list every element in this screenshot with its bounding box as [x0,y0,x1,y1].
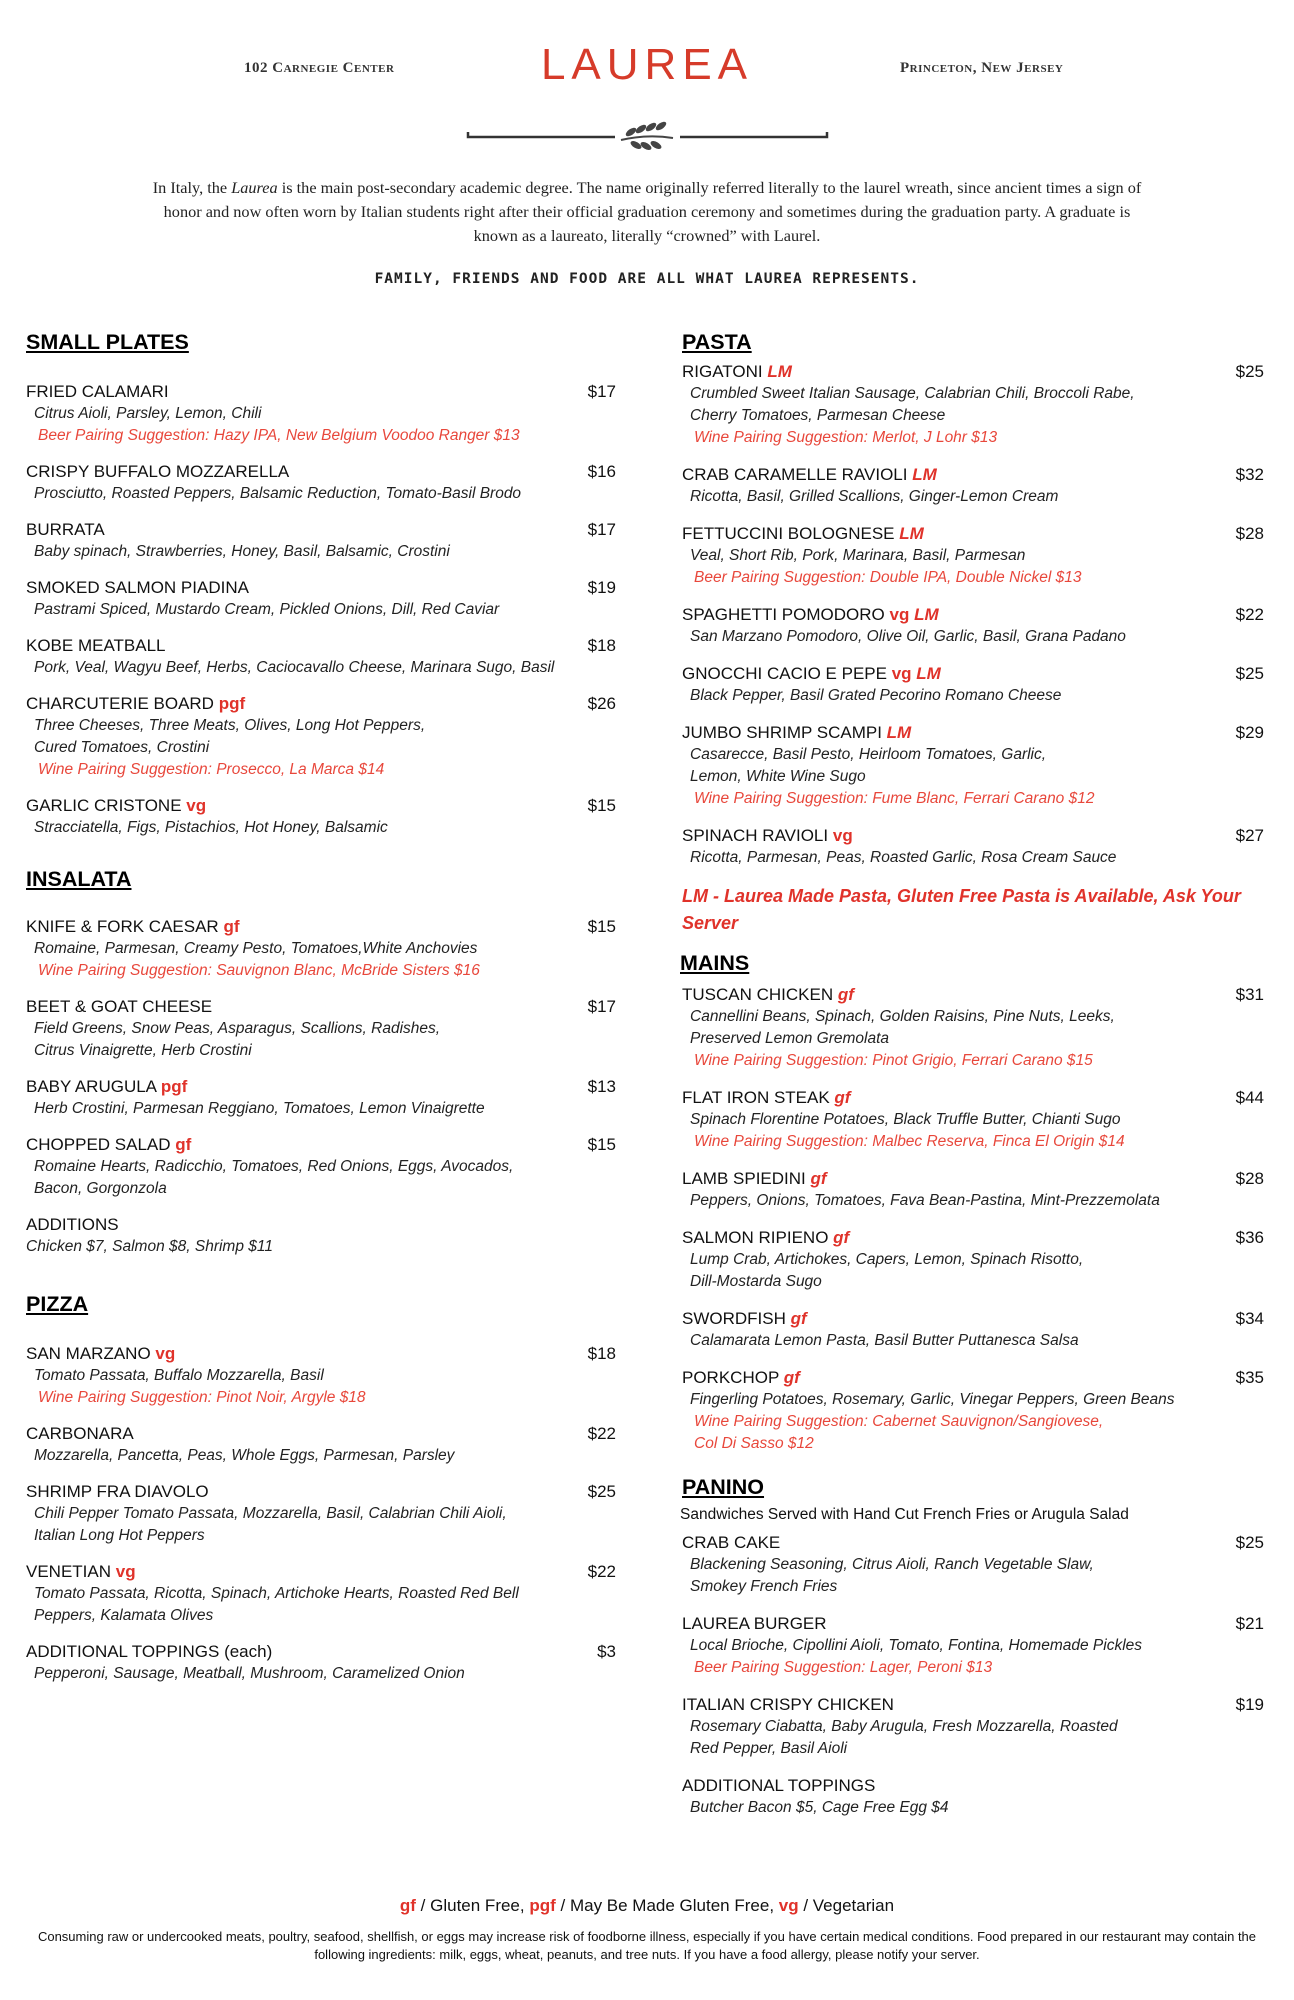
item-description: Peppers, Onions, Tomatoes, Fava Bean-Pastina, Mint-Prezzemolata [690,1192,1160,1209]
item-description: Citrus Vinaigrette, Herb Crostini [34,1042,252,1059]
lm-tag: gf [834,1088,851,1107]
dietary-tag: vg [889,605,910,624]
menu-item [682,663,1264,707]
item-description: Casarecce, Basil Pesto, Heirloom Tomatoes, Garlic, [690,746,1047,763]
item-price: $17 [587,997,616,1016]
legend-gf: gf [399,1896,416,1915]
item-name [682,1367,1264,1389]
item-description: Smokey French Fries [690,1578,838,1595]
item-price: $15 [587,917,616,936]
menu-item [26,577,616,621]
pairing-suggestion: Wine Pairing Suggestion: Pinot Noir, Argyle $18 [38,1389,366,1406]
item-name [26,381,616,403]
item-name [26,996,616,1018]
item-description: Italian Long Hot Peppers [34,1527,205,1544]
item-name-text: SHRIMP FRA DIAVOLO [26,1482,209,1501]
item-description: Lemon, White Wine Sugo [690,768,866,785]
item-description: Calamarata Lemon Pasta, Basil Butter Puttanesca Salsa [690,1332,1079,1349]
legend-pgf: pgf [529,1896,556,1915]
item-name [682,1308,1264,1330]
dietary-tag: pgf [218,694,246,713]
pasta-note: LM - Laurea Made Pasta, Gluten Free Pasta is Available, Ask Your Server [682,886,1241,933]
item-name [682,1087,1264,1109]
item-name [682,1532,1264,1554]
menu-item [26,381,616,447]
item-description: Fingerling Potatoes, Rosemary, Garlic, Vinegar Peppers, Green Beans [690,1391,1175,1408]
small-plates-list [26,381,616,839]
pairing-suggestion: Beer Pairing Suggestion: Hazy IPA, New Belgium Voodoo Ranger $13 [38,427,520,444]
item-name [26,519,616,541]
menu-item [682,1308,1264,1352]
menu-item [682,1367,1264,1455]
item-name-text: SAN MARZANO [26,1344,151,1363]
item-price: $15 [587,1135,616,1154]
menu-item [26,635,616,679]
item-name [682,523,1264,545]
item-name [26,461,616,483]
item-price: $25 [1235,362,1264,381]
item-price: $19 [587,578,616,597]
item-description: Field Greens, Snow Peas, Asparagus, Scallions, Radishes, [34,1020,441,1037]
pasta-list [682,361,1264,869]
item-description: Pepperoni, Sausage, Meatball, Mushroom, Caramelized Onion [34,1665,465,1682]
lm-tag: gf [837,985,854,1004]
section-title-panino: PANINO [682,1475,765,1499]
item-price: $32 [1235,465,1264,484]
item-description: Rosemary Ciabatta, Baby Arugula, Fresh Mozzarella, Roasted [690,1718,1118,1735]
item-name [682,1168,1264,1190]
section-title-mains: MAINS [680,951,750,975]
menu-item [682,1532,1264,1598]
item-name-text: CHOPPED SALAD [26,1135,171,1154]
additions [26,1214,616,1258]
legend-vg: vg [778,1896,799,1915]
item-name [26,1423,616,1445]
pairing-suggestion: Wine Pairing Suggestion: Malbec Reserva, Finca El Origin $14 [694,1133,1125,1150]
item-price: $18 [587,1344,616,1363]
item-name [682,1694,1264,1716]
brand-logo: LAUREA [540,40,754,89]
item-name-text: KNIFE & FORK CAESAR [26,917,219,936]
item-name-text: ADDITIONAL TOPPINGS [682,1776,876,1795]
menu-item [26,1641,616,1685]
item-name [682,361,1264,383]
item-description: Stracciatella, Figs, Pistachios, Hot Honey, Balsamic [34,819,388,836]
item-name-text: JUMBO SHRIMP SCAMPI [682,723,882,742]
item-description: Crumbled Sweet Italian Sausage, Calabrian Chili, Broccoli Rabe, [690,385,1135,402]
item-name-text: LAUREA BURGER [682,1614,827,1633]
item-name-text: SPINACH RAVIOLI [682,826,829,845]
dietary-tag: vg [115,1562,136,1581]
item-price: $19 [1235,1695,1264,1714]
item-name [26,693,616,715]
item-name [682,1227,1264,1249]
menu-item [682,1087,1264,1153]
item-name [26,1641,616,1663]
pairing-suggestion: Beer Pairing Suggestion: Double IPA, Double Nickel $13 [694,569,1082,586]
item-price: $25 [1235,1533,1264,1552]
item-name-text: GARLIC CRISTONE [26,796,182,815]
dietary-tag: gf [223,917,240,936]
lm-tag: LM [886,723,912,742]
item-name [26,1134,616,1156]
item-description: Local Brioche, Cipollini Aioli, Tomato, Fontina, Homemade Pickles [690,1637,1143,1654]
dietary-tag: vg [832,826,853,845]
menu-item [26,996,616,1062]
item-name [26,1076,616,1098]
item-name-text: FLAT IRON STEAK [682,1088,830,1107]
item-description: Ricotta, Parmesan, Peas, Roasted Garlic, Rosa Cream Sauce [690,849,1117,866]
item-description: Mozzarella, Pancetta, Peas, Whole Eggs, Parmesan, Parsley [34,1447,455,1464]
item-description: Spinach Florentine Potatoes, Black Truffle Butter, Chianti Sugo [690,1111,1121,1128]
item-price: $31 [1235,985,1264,1004]
item-price: $16 [587,462,616,481]
item-price: $17 [587,520,616,539]
item-price: $21 [1235,1614,1264,1633]
item-description: Cured Tomatoes, Crostini [34,739,210,756]
laurel-divider-icon [465,118,830,158]
food-safety-disclaimer: Consuming raw or undercooked meats, poultry, seafood, shellfish, or eggs may increase risk of foodborne illness, especially if you have certain medical conditions. Food prepared in our restaurant may contain the following ingredients: milk, eggs, wheat, peanuts, and tree nuts. If you have a food allergy, please notify your server. [37,1929,1257,1962]
item-name-text: KOBE MEATBALL [26,636,166,655]
pairing-suggestion: Wine Pairing Suggestion: Prosecco, La Marca $14 [38,761,385,778]
item-description: Prosciutto, Roasted Peppers, Balsamic Reduction, Tomato-Basil Brodo [34,485,522,502]
lm-tag: LM [914,605,939,624]
item-price: $25 [1235,664,1264,683]
item-price: $22 [587,1562,616,1581]
pairing-suggestion: Beer Pairing Suggestion: Lager, Peroni $13 [694,1659,993,1676]
menu-item [26,1134,616,1200]
dietary-tag: gf [175,1135,192,1154]
menu-item [26,693,616,781]
item-price: $13 [587,1077,616,1096]
pizza-list [26,1343,616,1685]
item-price: $35 [1235,1368,1264,1387]
item-name [26,635,616,657]
item-description: Romaine Hearts, Radicchio, Tomatoes, Red Onions, Eggs, Avocados, [34,1158,514,1175]
item-description: Pastrami Spiced, Mustardo Cream, Pickled Onions, Dill, Red Caviar [34,601,500,618]
menu-item [682,604,1264,648]
item-name [682,722,1264,744]
item-name-text: SWORDFISH [682,1309,786,1328]
menu-item [682,1168,1264,1212]
item-description: Cherry Tomatoes, Parmesan Cheese [690,407,946,424]
menu-item [682,523,1264,589]
item-name [26,1343,616,1365]
pairing-suggestion: Wine Pairing Suggestion: Cabernet Sauvignon/Sangiovese, [694,1413,1104,1430]
item-name-text: CRAB CAKE [682,1533,781,1552]
insalata-list [26,916,616,1200]
item-name-text: VENETIAN [26,1562,112,1581]
item-price: $22 [1235,605,1264,624]
pairing-suggestion: Wine Pairing Suggestion: Merlot, J Lohr $13 [694,429,998,446]
menu-column-right [682,330,1264,1819]
item-name-text: SPAGHETTI POMODORO [682,605,885,624]
item-description: Dill-Mostarda Sugo [690,1273,822,1290]
mains-list [682,984,1264,1455]
item-description: Lump Crab, Artichokes, Capers, Lemon, Spinach Risotto, [690,1251,1084,1268]
item-name-text: TUSCAN CHICKEN [682,985,834,1004]
item-name-text: CHARCUTERIE BOARD [26,694,214,713]
item-name [26,916,616,938]
lm-tag: LM [767,362,792,381]
address: 102 Carnegie Center [244,60,395,76]
dietary-tag: vg [891,664,912,683]
item-name [682,464,1264,486]
menu-item [26,1561,616,1627]
panino-subtitle: Sandwiches Served with Hand Cut French Fries or Arugula Salad [680,1506,1129,1523]
item-name [682,1613,1264,1635]
item-name [682,663,1264,685]
menu-column-left [26,330,616,1685]
menu-item [682,1775,1264,1819]
item-description: Citrus Aioli, Parsley, Lemon, Chili [34,405,262,422]
pairing-suggestion: Col Di Sasso $12 [694,1435,814,1452]
item-description: Pork, Veal, Wagyu Beef, Herbs, Caciocavallo Cheese, Marinara Sugo, Basil [34,659,555,676]
intro-paragraph: In Italy, the Laurea is the main post-secondary academic degree. The name originally referred literally to the laurel wreath, since ancient times a sign of honor and now often worn by Italian students right after their official graduation ceremony and sometimes during the graduation party. A graduate is known as a laureato, literally “crowned” with Laurel. [152,178,1142,245]
pairing-suggestion: Wine Pairing Suggestion: Pinot Grigio, Ferrari Carano $15 [694,1052,1093,1069]
item-price: $25 [587,1482,616,1501]
item-name [26,795,616,817]
item-name-text: GNOCCHI CACIO E PEPE [682,664,887,683]
item-description: Ricotta, Basil, Grilled Scallions, Ginger-Lemon Cream [690,488,1059,505]
menu-item [682,361,1264,449]
item-price: $3 [597,1642,616,1661]
item-name [682,1775,1264,1797]
menu-item [682,984,1264,1072]
pairing-suggestion: Wine Pairing Suggestion: Sauvignon Blanc, McBride Sisters $16 [38,962,480,979]
item-name-text: CARBONARA [26,1424,134,1443]
item-description: Romaine, Parmesan, Creamy Pesto, Tomatoes,White Anchovies [34,940,478,957]
lm-tag: LM [912,465,937,484]
menu-item [26,519,616,563]
menu-item [26,1481,616,1547]
item-description: Preserved Lemon Gremolata [690,1030,890,1047]
additions-text: Chicken $7, Salmon $8, Shrimp $11 [26,1238,273,1255]
item-name-text: PORKCHOP [682,1368,779,1387]
lm-tag: gf [790,1309,807,1328]
item-name-text: BEET & GOAT CHEESE [26,997,213,1016]
location: Princeton, New Jersey [900,60,1064,76]
item-description: Baby spinach, Strawberries, Honey, Basil, Balsamic, Crostini [34,543,450,560]
item-description: Tomato Passata, Ricotta, Spinach, Artichoke Hearts, Roasted Red Bell [34,1585,519,1602]
item-description: Butcher Bacon $5, Cage Free Egg $4 [690,1799,949,1816]
item-name-text: BABY ARUGULA [26,1077,157,1096]
item-price: $22 [587,1424,616,1443]
dietary-tag: vg [155,1344,176,1363]
menu-item [26,1343,616,1409]
lm-tag: LM [899,524,924,543]
menu-item [682,1227,1264,1293]
item-name [26,1561,616,1583]
item-price: $15 [587,796,616,815]
item-name [682,984,1264,1006]
item-name-text: RIGATONI [682,362,763,381]
item-name [26,1481,616,1503]
menu-item [682,464,1264,508]
menu-item [26,795,616,839]
item-description: Blackening Seasoning, Citrus Aioli, Ranch Vegetable Slaw, [690,1556,1094,1573]
item-price: $17 [587,382,616,401]
dietary-tag: pgf [160,1077,188,1096]
item-name-text: ADDITIONAL TOPPINGS (each) [26,1642,273,1661]
section-title-small-plates: SMALL PLATES [26,330,189,354]
menu-item [26,1423,616,1467]
item-name-text: BURRATA [26,520,105,539]
item-name-text: LAMB SPIEDINI [682,1169,806,1188]
item-description: Tomato Passata, Buffalo Mozzarella, Basil [34,1367,324,1384]
menu-item [26,1076,616,1120]
item-description: Bacon, Gorgonzola [34,1180,167,1197]
menu-item [682,1694,1264,1760]
item-description: Veal, Short Rib, Pork, Marinara, Basil, Parmesan [690,547,1026,564]
item-name-text: SMOKED SALMON PIADINA [26,578,249,597]
item-name [682,604,1264,626]
panino-list [682,1532,1264,1819]
menu-item [26,916,616,982]
item-price: $27 [1235,826,1264,845]
menu-header [0,0,1294,300]
item-price: $28 [1235,1169,1264,1188]
item-description: Red Pepper, Basil Aioli [690,1740,848,1757]
item-name-text: ITALIAN CRISPY CHICKEN [682,1695,894,1714]
menu-item [682,722,1264,810]
dietary-tag: vg [186,796,207,815]
menu-item [26,461,616,505]
item-price: $26 [587,694,616,713]
item-name [26,577,616,599]
item-price: $28 [1235,524,1264,543]
item-name-text: CRAB CARAMELLE RAVIOLI [682,465,908,484]
item-name-text: CRISPY BUFFALO MOZZARELLA [26,462,290,481]
item-description: Three Cheeses, Three Meats, Olives, Long Hot Peppers, [34,717,426,734]
lm-tag: LM [916,664,941,683]
menu-item [682,1613,1264,1679]
section-title-insalata: INSALATA [26,867,132,891]
item-name [682,825,1264,847]
item-description: Peppers, Kalamata Olives [34,1607,214,1624]
lm-tag: gf [810,1169,827,1188]
item-description: Cannellini Beans, Spinach, Golden Raisins, Pine Nuts, Leeks, [690,1008,1115,1025]
item-name-text: FRIED CALAMARI [26,382,169,401]
item-price: $34 [1235,1309,1264,1328]
item-price: $29 [1235,723,1264,742]
section-title-pizza: PIZZA [26,1292,89,1316]
item-price: $36 [1235,1228,1264,1247]
item-description: Black Pepper, Basil Grated Pecorino Romano Cheese [690,687,1062,704]
item-description: Chili Pepper Tomato Passata, Mozzarella, Basil, Calabrian Chili Aioli, [34,1505,507,1522]
section-title-pasta: PASTA [682,330,752,354]
item-description: Herb Crostini, Parmesan Reggiano, Tomatoes, Lemon Vinaigrette [34,1100,485,1117]
dietary-legend: gf / Gluten Free, pgf / May Be Made Gluten Free, vg / Vegetarian [399,1896,895,1915]
item-price: $18 [587,636,616,655]
pairing-suggestion: Wine Pairing Suggestion: Fume Blanc, Ferrari Carano $12 [694,790,1095,807]
menu-item [682,825,1264,869]
additions-label: ADDITIONS [26,1215,119,1234]
item-description: San Marzano Pomodoro, Olive Oil, Garlic, Basil, Grana Padano [690,628,1126,645]
tagline: FAMILY, FRIENDS AND FOOD ARE ALL WHAT LAUREA REPRESENTS. [374,271,920,287]
item-price: $44 [1235,1088,1264,1107]
lm-tag: gf [783,1368,800,1387]
lm-tag: gf [833,1228,850,1247]
item-name-text: FETTUCCINI BOLOGNESE [682,524,895,543]
item-name-text: SALMON RIPIENO [682,1228,829,1247]
